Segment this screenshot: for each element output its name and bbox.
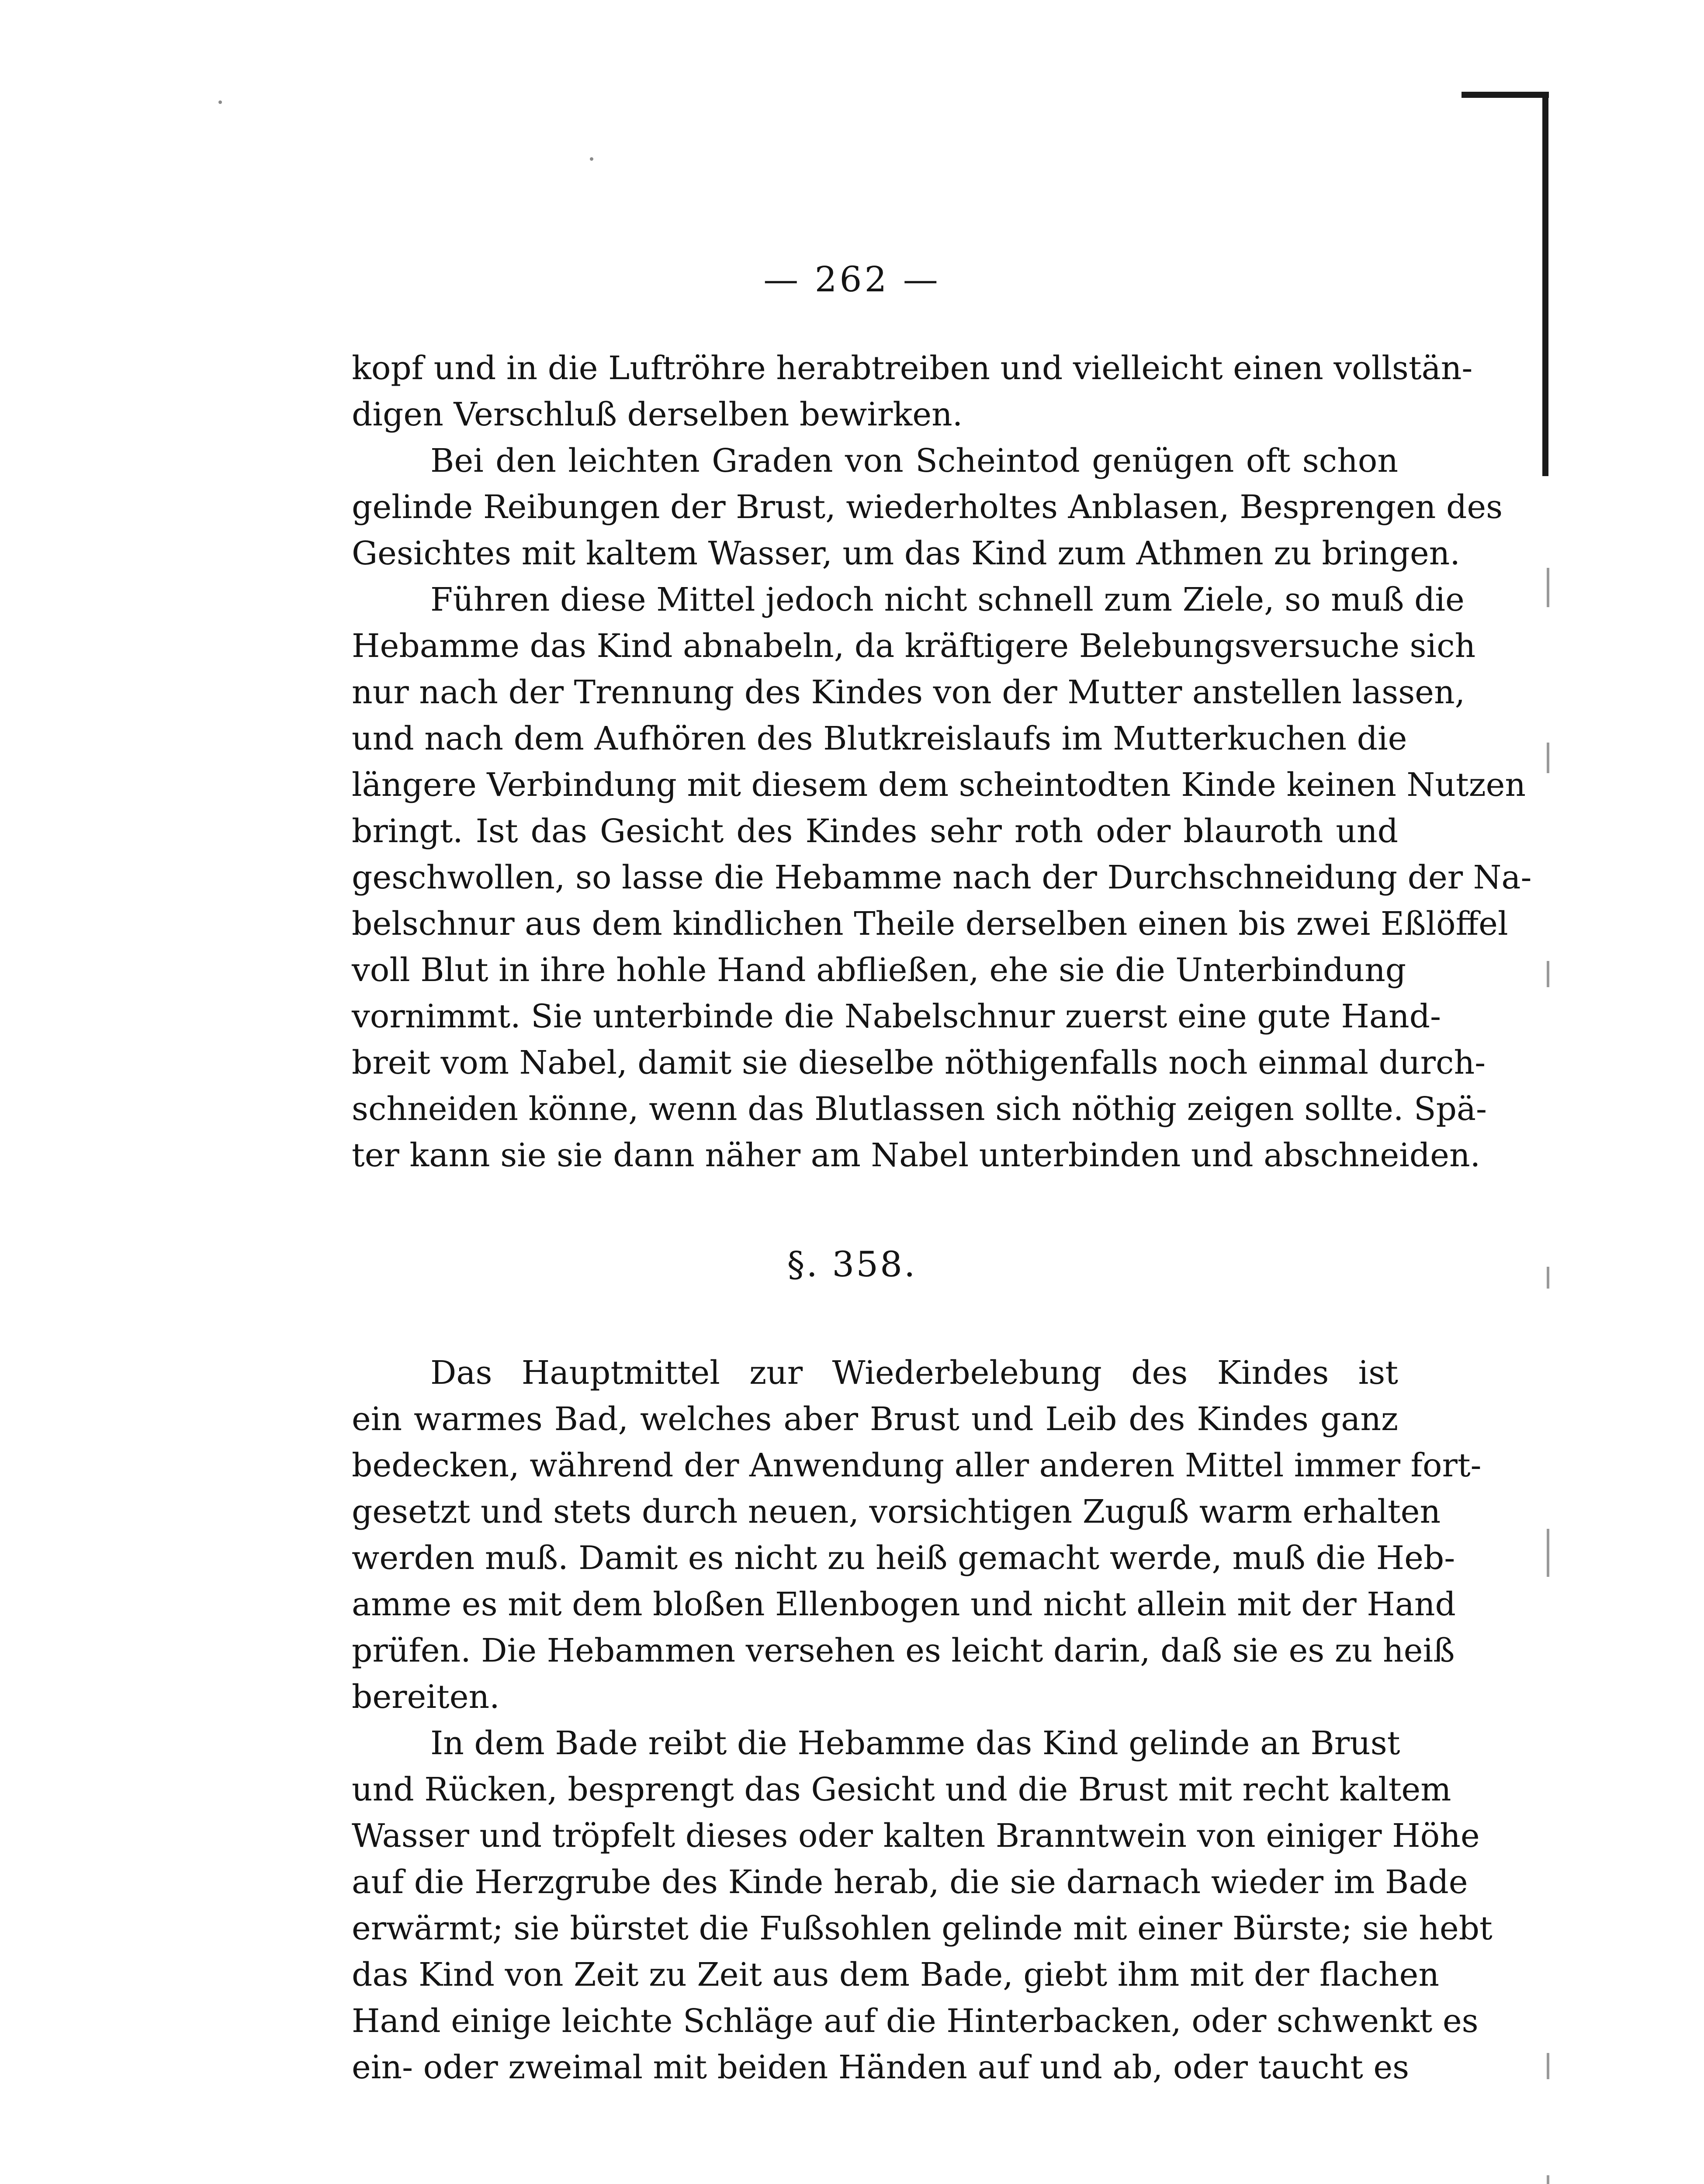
text-line: Gesichtes mit kaltem Wasser, um das Kind zum Athmen zu bringen. [352, 535, 1460, 572]
section-1-body [352, 345, 1532, 1178]
text-line: belschnur aus dem kindlichen Theile derselben einen bis zwei Eßlöffel [352, 905, 1508, 943]
text-line: schneiden könne, wenn das Blutlassen sich nöthig zeigen sollte. Spä- [352, 1090, 1487, 1128]
text-line: Bei den leichten Graden von Scheintod genügen oft schon [430, 442, 1398, 480]
text-line: breit vom Nabel, damit sie dieselbe nöthigenfalls noch einmal durch- [352, 1044, 1486, 1082]
text-line: werden muß. Damit es nicht zu heiß gemacht werde, muß die Heb- [352, 1539, 1455, 1577]
scan-speck [1547, 568, 1549, 607]
text-line: ter kann sie sie dann näher am Nabel unterbinden und abschneiden. [352, 1137, 1481, 1174]
text-line: In dem Bade reibt die Hebamme das Kind gelinde an Brust [430, 1724, 1400, 1762]
scan-speck [1547, 961, 1549, 987]
text-line: amme es mit dem bloßen Ellenbogen und nicht allein mit der Hand [352, 1586, 1456, 1623]
text-line: vornimmt. Sie unterbinde die Nabelschnur zuerst eine gute Hand- [352, 998, 1441, 1035]
text-line: prüfen. Die Hebammen versehen es leicht darin, daß sie es zu heiß [352, 1632, 1455, 1669]
text-line: gelinde Reibungen der Brust, wiederholtes Anblasen, Besprengen des [352, 488, 1503, 526]
section-heading: §. 358. [787, 1244, 917, 1285]
text-line: ein- oder zweimal mit beiden Händen auf und ab, oder taucht es [352, 2049, 1410, 2086]
text-line: auf die Herzgrube des Kinde herab, die sie darnach wieder im Bade [352, 1863, 1468, 1901]
scan-dot [218, 100, 222, 104]
text-line: digen Verschluß derselben bewirken. [352, 396, 963, 433]
text-line: kopf und in die Luftröhre herabtreiben und vielleicht einen vollstän- [352, 349, 1473, 387]
text-line: ein warmes Bad, welches aber Brust und Leib des Kindes ganz [352, 1400, 1398, 1438]
section-2-body [352, 1350, 1493, 2091]
scan-speck [1547, 1529, 1549, 1577]
text-line: und nach dem Aufhören des Blutkreislaufs im Mutterkuchen die [352, 720, 1407, 757]
text-line: Das Hauptmittel zur Wiederbelebung des Kindes ist [430, 1354, 1398, 1392]
scan-edge-top [1462, 92, 1549, 98]
text-line: Hebamme das Kind abnabeln, da kräftigere Belebungsversuche sich [352, 627, 1476, 665]
text-line: erwärmt; sie bürstet die Fußsohlen gelinde mit einer Bürste; sie hebt [352, 1910, 1493, 1947]
scan-dot [590, 157, 593, 161]
text-line: Wasser und tröpfelt dieses oder kalten Branntwein von einiger Höhe [352, 1817, 1480, 1855]
text-line: Hand einige leichte Schläge auf die Hinterbacken, oder schwenkt es [352, 2002, 1479, 2040]
scan-speck [1547, 743, 1549, 773]
scan-speck [1547, 2053, 1549, 2079]
text-line: bereiten. [352, 1678, 500, 1716]
text-line: gesetzt und stets durch neuen, vorsichtigen Zuguß warm erhalten [352, 1493, 1441, 1531]
text-line: das Kind von Zeit zu Zeit aus dem Bade, giebt ihm mit der flachen [352, 1956, 1439, 1994]
text-line: geschwollen, so lasse die Hebamme nach der Durchschneidung der Na- [352, 859, 1532, 896]
scan-speck [1547, 2175, 1549, 2184]
text-line: längere Verbindung mit diesem dem scheintodten Kinde keinen Nutzen [352, 766, 1526, 804]
text-line: und Rücken, besprengt das Gesicht und die Brust mit recht kaltem [352, 1771, 1451, 1808]
text-line: nur nach der Trennung des Kindes von der Mutter anstellen lassen, [352, 674, 1465, 711]
text-line: Führen diese Mittel jedoch nicht schnell zum Ziele, so muß die [430, 581, 1465, 619]
text-line: bedecken, während der Anwendung aller anderen Mittel immer fort- [352, 1447, 1482, 1484]
text-line: bringt. Ist das Gesicht des Kindes sehr roth oder blauroth und [352, 812, 1398, 850]
text-line: voll Blut in ihre hohle Hand abfließen, ehe sie die Unterbindung [352, 951, 1406, 989]
page-number: — 262 — [763, 259, 941, 300]
